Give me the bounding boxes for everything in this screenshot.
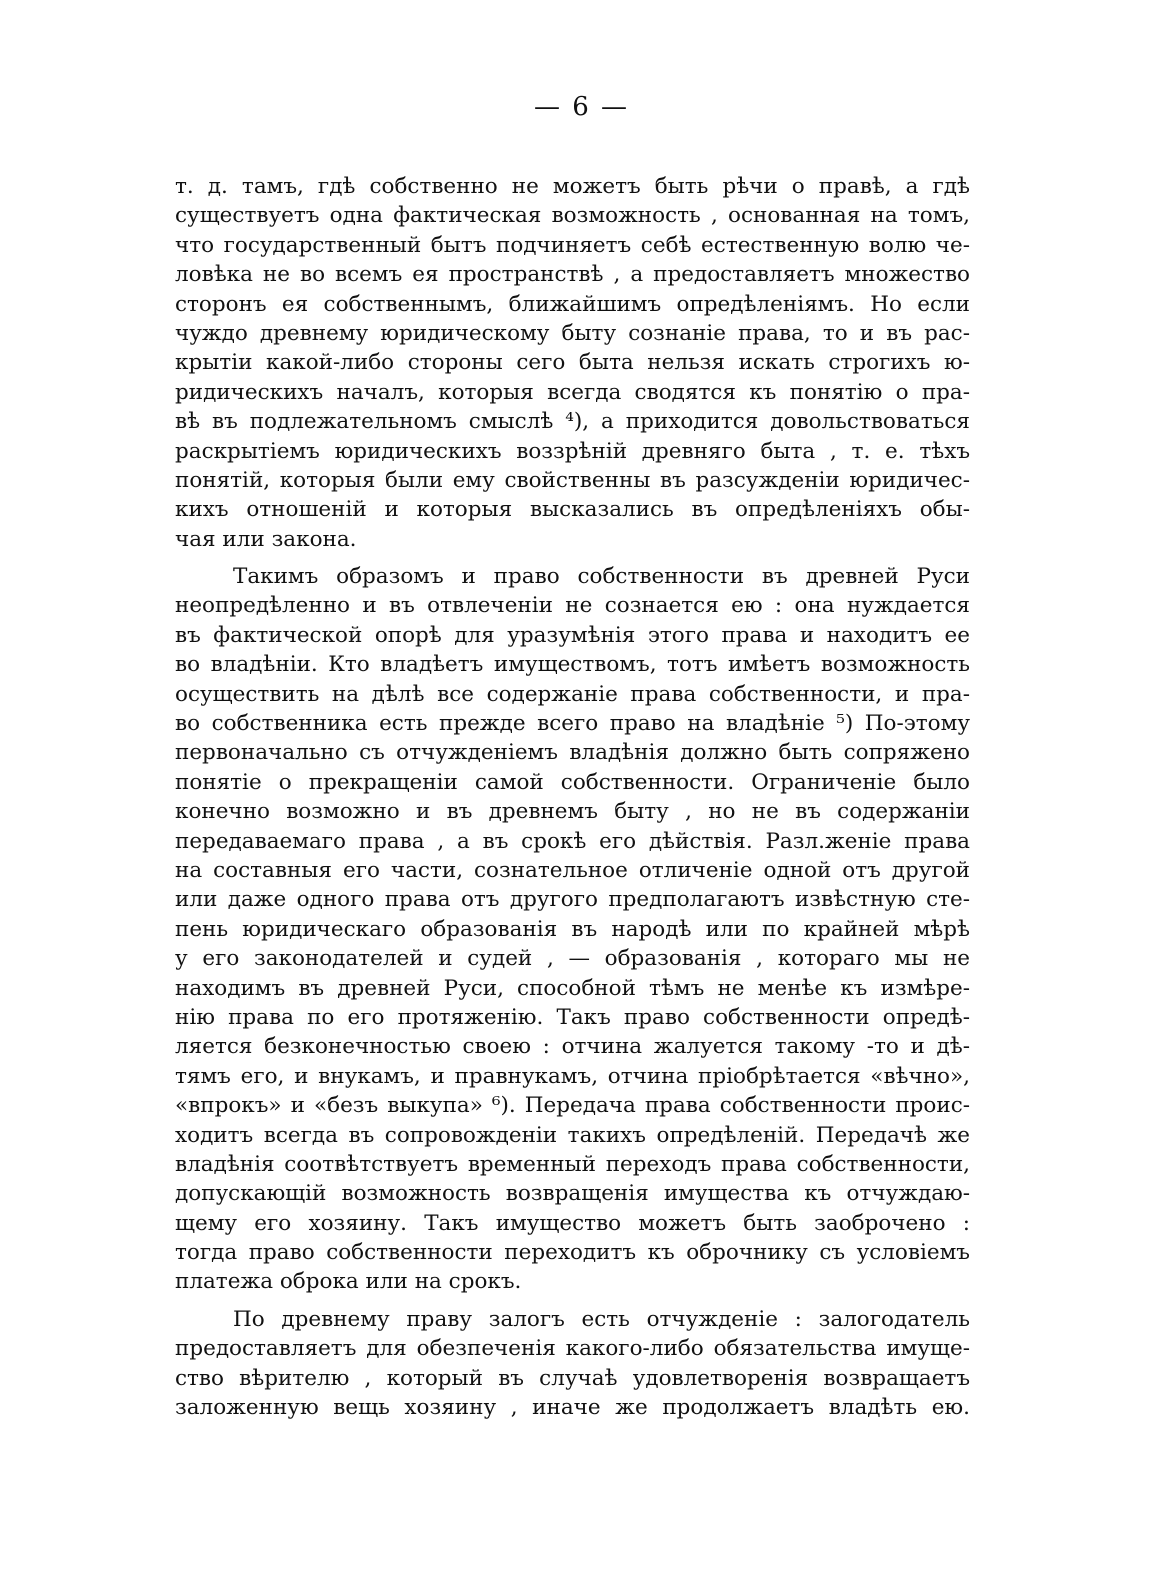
text-line: заложенную вещь хозяину , иначе же продолжаетъ владѣть ею. xyxy=(175,1395,970,1421)
text-line: конечно возможно и въ древнемъ быту , но не въ содержаніи xyxy=(175,799,970,825)
text-line: сторонъ ея собственнымъ, ближайшимъ опредѣленіямъ. Но если xyxy=(175,291,970,317)
text-line: тогда право собственности переходитъ къ оброчнику съ условіемъ xyxy=(175,1240,970,1266)
text-line: чуждо древнему юридическому быту сознаніе права, то и въ рас- xyxy=(175,320,970,346)
text-line: платежа оброка или на срокъ. xyxy=(175,1269,522,1295)
text-line: т. д. тамъ, гдѣ собственно не можетъ быть рѣчи о правѣ, а гдѣ xyxy=(175,174,970,199)
text-line: что государственный бытъ подчиняетъ себѣ естественную волю че- xyxy=(175,232,970,258)
text-line: въ фактической опорѣ для уразумѣнія этого права и находитъ ее xyxy=(175,622,970,648)
text-line: По древнему праву залогъ есть отчужденіе : залогодатель xyxy=(233,1306,970,1332)
text-line: допускающій возможность возвращенія имущества къ отчуждаю- xyxy=(175,1181,970,1207)
text-line: понятій, которыя были ему свойственны въ разсужденіи юридичес- xyxy=(175,467,970,493)
body-text xyxy=(175,172,970,1422)
text-line: щему его хозяину. Такъ имущество можетъ быть заоброчено : xyxy=(175,1210,970,1236)
text-line: нію права по его протяженію. Такъ право собственности опредѣ- xyxy=(175,1004,970,1030)
text-line: ловѣка не во всемъ ея пространствѣ , а предоставляетъ множество xyxy=(175,262,970,288)
paragraph-3 xyxy=(175,1305,970,1423)
text-line: во собственника есть прежде всего право на владѣніе ⁵) По-этому xyxy=(175,711,970,737)
paragraph-1 xyxy=(175,172,970,554)
text-line: существуетъ одна фактическая возможность , основанная на томъ, xyxy=(175,203,970,229)
text-line: «впрокъ» и «безъ выкупа» ⁶). Передача права собственности проис- xyxy=(175,1093,970,1119)
text-line: тямъ его, и внукамъ, и правнукамъ, отчина пріобрѣтается «вѣчно», xyxy=(175,1063,970,1089)
text-line: владѣнія соотвѣтствуетъ временный переходъ права собственности, xyxy=(175,1151,970,1177)
text-line: ходитъ всегда въ сопровожденіи такихъ опредѣленій. Передачѣ же xyxy=(175,1122,970,1148)
text-line: осуществить на дѣлѣ все содержаніе права собственности, и пра- xyxy=(175,681,970,707)
text-line: понятіе о прекращеніи самой собственности. Ограниченіе было xyxy=(175,769,970,795)
text-line: ство вѣрителю , который въ случаѣ удовлетворенія возвращаетъ xyxy=(175,1365,970,1391)
text-line: кихъ отношеній и которыя высказались въ опредѣленіяхъ обы- xyxy=(175,497,970,523)
text-line: передаваемаго права , а въ срокѣ его дѣйствія. Разл.женіе права xyxy=(175,828,970,854)
text-line: Такимъ образомъ и право собственности въ древней Руси xyxy=(233,564,970,590)
text-line: неопредѣленно и въ отвлеченіи не сознается ею : она нуждается xyxy=(175,593,970,619)
text-line: или даже одного права отъ другого предполагаютъ извѣстную сте- xyxy=(175,887,970,913)
text-line: вѣ въ подлежательномъ смыслѣ ⁴), а приходится довольствоваться xyxy=(175,409,970,435)
text-line: ляется безконечностью своею : отчина жалуется такому -то и дѣ- xyxy=(175,1034,970,1060)
text-line: ридическихъ началъ, которыя всегда сводятся къ понятію о пра- xyxy=(175,379,970,405)
text-line: пень юридическаго образованія въ народѣ или по крайней мѣрѣ xyxy=(175,916,970,942)
text-line: крытіи какой-либо стороны сего быта нельзя искать строгихъ ю- xyxy=(175,350,970,376)
text-line: находимъ въ древней Руси, способной тѣмъ не менѣе къ измѣре- xyxy=(175,975,970,1001)
text-line: у его законодателей и судей , — образованія , котораго мы не xyxy=(175,946,970,972)
text-line: во владѣніи. Кто владѣетъ имуществомъ, тотъ имѣетъ возможность xyxy=(175,652,970,678)
paragraph-2 xyxy=(175,562,970,1297)
page-number: — 6 — xyxy=(533,92,630,122)
text-line: чая или закона. xyxy=(175,526,357,552)
text-line: на составныя его части, сознательное отличеніе одной отъ другой xyxy=(175,857,970,883)
text-line: первоначально съ отчужденіемъ владѣнія должно быть сопряжено xyxy=(175,740,970,766)
text-line: предоставляетъ для обезпеченія какого-либо обязательства имущe- xyxy=(175,1336,970,1362)
text-line: раскрытіемъ юридическихъ воззрѣній древняго быта , т. е. тѣхъ xyxy=(175,438,970,464)
